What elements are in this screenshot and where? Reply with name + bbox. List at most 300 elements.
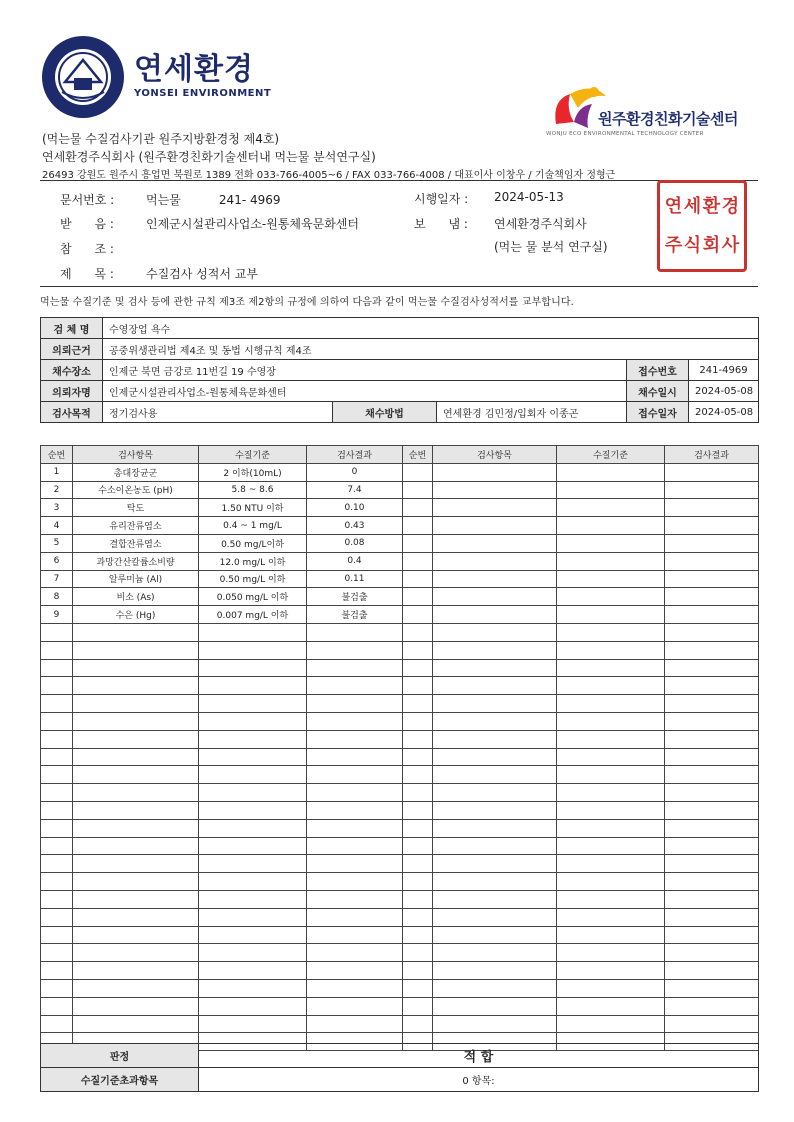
empty-cell	[433, 588, 557, 606]
center-name-english: WONJU ECO ENVIRONMENTAL TECHNOLOGY CENTER	[546, 131, 704, 137]
empty-cell	[433, 784, 557, 802]
empty-cell	[557, 926, 665, 944]
empty-cell	[307, 855, 403, 873]
cell-item: 알루미늄 (Al)	[73, 570, 199, 588]
empty-cell	[665, 801, 759, 819]
empty-cell	[73, 962, 199, 980]
empty-cell	[307, 730, 403, 748]
col-header-item-right: 검사항목	[433, 446, 557, 464]
empty-cell	[403, 997, 433, 1015]
client-name-label: 의뢰자명	[41, 381, 103, 402]
empty-cell	[433, 1015, 557, 1033]
empty-cell	[199, 997, 307, 1015]
empty-cell	[403, 962, 433, 980]
empty-cell	[307, 784, 403, 802]
sender-department: (먹는 물 분석 연구실)	[494, 240, 608, 254]
empty-cell	[199, 748, 307, 766]
table-row	[41, 623, 759, 641]
cell-result: 0.43	[307, 517, 403, 535]
doc-number-label: 문서번호 :	[60, 193, 115, 207]
table-row	[41, 801, 759, 819]
empty-cell	[73, 712, 199, 730]
sampling-method-label: 채수방법	[333, 402, 437, 423]
issue-date-label: 시행일자 :	[414, 192, 469, 206]
empty-cell	[403, 784, 433, 802]
empty-cell	[557, 837, 665, 855]
cell-standard: 5.8 ~ 8.6	[199, 481, 307, 499]
cell-result: 0	[307, 463, 403, 481]
empty-cell	[557, 695, 665, 713]
table-row	[41, 962, 759, 980]
empty-cell	[433, 641, 557, 659]
sampling-date-label: 채수일시	[627, 381, 689, 402]
empty-cell	[199, 641, 307, 659]
header-divider	[40, 180, 758, 181]
company-info: 연세환경주식회사 (원주환경친화기술센터내 먹는물 분석연구실)	[42, 150, 376, 164]
empty-cell	[665, 499, 759, 517]
empty-cell	[665, 517, 759, 535]
table-row	[41, 908, 759, 926]
empty-cell	[41, 641, 73, 659]
table-row	[41, 997, 759, 1015]
empty-cell	[73, 855, 199, 873]
empty-cell	[557, 873, 665, 891]
subject-label: 제 목 :	[60, 267, 114, 281]
stamp-char: 식	[683, 234, 702, 256]
cell-no: 9	[41, 606, 73, 624]
empty-cell	[199, 1015, 307, 1033]
empty-cell	[199, 677, 307, 695]
empty-cell	[403, 766, 433, 784]
empty-cell	[41, 659, 73, 677]
empty-cell	[665, 481, 759, 499]
judgement-table	[40, 1043, 759, 1092]
empty-cell	[665, 766, 759, 784]
empty-cell	[41, 730, 73, 748]
table-row	[41, 837, 759, 855]
empty-cell	[73, 659, 199, 677]
empty-cell	[73, 748, 199, 766]
sender-value: 연세환경주식회사	[494, 217, 587, 231]
empty-cell	[665, 677, 759, 695]
stamp-char: 주	[664, 234, 683, 256]
empty-cell	[403, 712, 433, 730]
empty-cell	[307, 873, 403, 891]
table-row	[41, 570, 759, 588]
empty-cell	[73, 623, 199, 641]
empty-cell	[73, 926, 199, 944]
empty-cell	[73, 890, 199, 908]
empty-cell	[557, 819, 665, 837]
empty-cell	[307, 712, 403, 730]
empty-cell	[557, 1015, 665, 1033]
empty-cell	[73, 641, 199, 659]
recipient-label: 받 음 :	[60, 217, 114, 231]
client-name-value: 인제군시설관리사업소-원통체육문화센터	[103, 381, 627, 402]
empty-cell	[557, 766, 665, 784]
empty-cell	[199, 944, 307, 962]
empty-cell	[41, 890, 73, 908]
cell-result: 0.11	[307, 570, 403, 588]
stamp-char: 경	[721, 195, 740, 217]
empty-cell	[557, 944, 665, 962]
empty-cell	[433, 677, 557, 695]
empty-cell	[307, 695, 403, 713]
empty-cell	[403, 641, 433, 659]
sampling-place-label: 채수장소	[41, 360, 103, 381]
empty-cell	[665, 730, 759, 748]
empty-cell	[557, 890, 665, 908]
empty-cell	[41, 819, 73, 837]
empty-cell	[403, 481, 433, 499]
cell-item: 탁도	[73, 499, 199, 517]
empty-cell	[665, 962, 759, 980]
empty-cell	[73, 819, 199, 837]
doc-number-value: 먹는물 241- 4969	[146, 193, 281, 207]
empty-cell	[41, 908, 73, 926]
empty-cell	[403, 623, 433, 641]
table-row	[41, 748, 759, 766]
empty-cell	[199, 873, 307, 891]
empty-cell	[41, 784, 73, 802]
empty-cell	[73, 695, 199, 713]
empty-cell	[41, 926, 73, 944]
empty-cell	[403, 890, 433, 908]
request-basis-value: 공중위생관리법 제4조 및 동법 시행규칙 제4조	[103, 339, 759, 360]
stamp-char: 세	[683, 195, 702, 217]
empty-cell	[307, 997, 403, 1015]
empty-cell	[41, 855, 73, 873]
cell-result: 0.4	[307, 552, 403, 570]
empty-cell	[403, 730, 433, 748]
empty-cell	[665, 712, 759, 730]
empty-cell	[433, 748, 557, 766]
empty-cell	[403, 534, 433, 552]
empty-cell	[307, 659, 403, 677]
issue-date-value: 2024-05-13	[494, 190, 564, 204]
table-row	[41, 606, 759, 624]
table-row	[41, 695, 759, 713]
table-row	[41, 712, 759, 730]
col-header-standard-right: 수질기준	[557, 446, 665, 464]
table-row	[41, 552, 759, 570]
request-basis-label: 의뢰근거	[41, 339, 103, 360]
empty-cell	[557, 677, 665, 695]
university-seal	[40, 34, 126, 120]
empty-cell	[73, 1015, 199, 1033]
stamp-char: 회	[702, 234, 721, 256]
empty-cell	[403, 606, 433, 624]
empty-cell	[403, 552, 433, 570]
empty-cell	[307, 944, 403, 962]
empty-cell	[199, 890, 307, 908]
empty-cell	[557, 641, 665, 659]
table-row	[41, 463, 759, 481]
empty-cell	[199, 855, 307, 873]
empty-cell	[403, 499, 433, 517]
empty-cell	[307, 819, 403, 837]
empty-cell	[199, 908, 307, 926]
empty-cell	[665, 463, 759, 481]
purpose-label: 검사목적	[41, 402, 103, 423]
cell-no: 6	[41, 552, 73, 570]
receipt-date-value: 2024-05-08	[689, 402, 759, 423]
empty-cell	[433, 552, 557, 570]
empty-cell	[41, 837, 73, 855]
reference-label: 참 조 :	[60, 242, 114, 256]
empty-cell	[665, 570, 759, 588]
empty-cell	[403, 463, 433, 481]
empty-cell	[403, 926, 433, 944]
empty-cell	[557, 730, 665, 748]
table-row	[41, 730, 759, 748]
exceed-items-value: 0 항목:	[199, 1068, 759, 1092]
empty-cell	[665, 552, 759, 570]
cell-no: 4	[41, 517, 73, 535]
subject-value: 수질검사 성적서 교부	[146, 267, 258, 281]
empty-cell	[307, 926, 403, 944]
empty-cell	[403, 677, 433, 695]
table-row	[41, 873, 759, 891]
empty-cell	[41, 962, 73, 980]
cell-item: 과망간산칼륨소비량	[73, 552, 199, 570]
empty-cell	[433, 463, 557, 481]
table-row	[41, 784, 759, 802]
empty-cell	[41, 623, 73, 641]
cell-standard: 1.50 NTU 이하	[199, 499, 307, 517]
empty-cell	[73, 908, 199, 926]
empty-cell	[41, 695, 73, 713]
receipt-number-value: 241-4969	[689, 360, 759, 381]
cell-standard: 12.0 mg/L 이하	[199, 552, 307, 570]
stamp-char: 환	[702, 195, 721, 217]
empty-cell	[557, 855, 665, 873]
empty-cell	[403, 837, 433, 855]
sample-name-label: 검 체 명	[41, 318, 103, 339]
empty-cell	[199, 730, 307, 748]
cell-result: 0.10	[307, 499, 403, 517]
table-row	[41, 659, 759, 677]
empty-cell	[557, 748, 665, 766]
empty-cell	[403, 748, 433, 766]
empty-cell	[73, 730, 199, 748]
empty-cell	[433, 837, 557, 855]
cell-result: 7.4	[307, 481, 403, 499]
sender-label: 보 냄 :	[414, 217, 468, 231]
empty-cell	[307, 1015, 403, 1033]
empty-cell	[403, 801, 433, 819]
empty-cell	[199, 819, 307, 837]
table-row	[41, 926, 759, 944]
cell-no: 3	[41, 499, 73, 517]
brand-name: 연세환경	[134, 52, 254, 87]
company-contact: 26493 강원도 원주시 흥업면 북원로 1389 전화 033-766-4005~6 / FAX 033-766-4008 / 대표이사 이창우 / 기술책임자 정형근	[42, 170, 616, 181]
table-row	[41, 641, 759, 659]
empty-cell	[73, 979, 199, 997]
cell-standard: 0.007 mg/L 이하	[199, 606, 307, 624]
sampling-method-value: 연세환경 김민정/입회자 이종곤	[437, 402, 627, 423]
empty-cell	[307, 677, 403, 695]
empty-cell	[557, 517, 665, 535]
cell-standard: 0.050 mg/L 이하	[199, 588, 307, 606]
empty-cell	[403, 908, 433, 926]
table-row	[41, 677, 759, 695]
empty-cell	[403, 570, 433, 588]
empty-cell	[307, 641, 403, 659]
cell-no: 8	[41, 588, 73, 606]
cell-result: 0.08	[307, 534, 403, 552]
sampling-date-value: 2024-05-08	[689, 381, 759, 402]
empty-cell	[199, 837, 307, 855]
empty-cell	[403, 819, 433, 837]
table-row	[41, 819, 759, 837]
empty-cell	[403, 944, 433, 962]
empty-cell	[199, 801, 307, 819]
empty-cell	[665, 659, 759, 677]
empty-cell	[73, 801, 199, 819]
empty-cell	[199, 784, 307, 802]
empty-cell	[433, 606, 557, 624]
empty-cell	[557, 962, 665, 980]
empty-cell	[433, 570, 557, 588]
cell-standard: 2 이하(10mL)	[199, 463, 307, 481]
table-row	[41, 588, 759, 606]
col-header-item: 검사항목	[73, 446, 199, 464]
empty-cell	[403, 517, 433, 535]
col-header-result: 검사결과	[307, 446, 403, 464]
empty-cell	[557, 997, 665, 1015]
empty-cell	[665, 784, 759, 802]
cell-no: 1	[41, 463, 73, 481]
empty-cell	[403, 659, 433, 677]
empty-cell	[41, 1015, 73, 1033]
col-header-standard: 수질기준	[199, 446, 307, 464]
cell-item: 결합잔류염소	[73, 534, 199, 552]
empty-cell	[307, 748, 403, 766]
empty-cell	[665, 606, 759, 624]
empty-cell	[307, 962, 403, 980]
empty-cell	[665, 534, 759, 552]
empty-cell	[307, 623, 403, 641]
stamp-char: 연	[664, 195, 683, 217]
judgement-value: 적 합	[199, 1044, 759, 1068]
empty-cell	[557, 534, 665, 552]
empty-cell	[403, 1015, 433, 1033]
empty-cell	[307, 837, 403, 855]
empty-cell	[41, 677, 73, 695]
table-row	[41, 499, 759, 517]
empty-cell	[665, 695, 759, 713]
empty-cell	[199, 979, 307, 997]
empty-cell	[665, 926, 759, 944]
purpose-value: 정기검사용	[103, 402, 333, 423]
table-row	[41, 979, 759, 997]
table-row	[41, 944, 759, 962]
table-row	[41, 890, 759, 908]
agency-registration: (먹는물 수질검사기관 원주지방환경청 제4호)	[42, 132, 280, 146]
empty-cell	[557, 606, 665, 624]
empty-cell	[557, 481, 665, 499]
empty-cell	[41, 979, 73, 997]
cell-standard: 0.4 ~ 1 mg/L	[199, 517, 307, 535]
empty-cell	[199, 712, 307, 730]
cell-item: 수은 (Hg)	[73, 606, 199, 624]
cell-standard: 0.50 mg/L 이하	[199, 570, 307, 588]
table-row	[41, 481, 759, 499]
empty-cell	[557, 908, 665, 926]
empty-cell	[433, 659, 557, 677]
empty-cell	[433, 481, 557, 499]
test-results-table	[40, 445, 759, 1051]
empty-cell	[73, 944, 199, 962]
empty-cell	[73, 837, 199, 855]
empty-cell	[433, 534, 557, 552]
exceed-items-label: 수질기준초과항목	[41, 1068, 199, 1092]
company-stamp	[657, 180, 747, 272]
empty-cell	[665, 837, 759, 855]
empty-cell	[665, 748, 759, 766]
empty-cell	[433, 695, 557, 713]
table-row	[41, 517, 759, 535]
empty-cell	[665, 1015, 759, 1033]
empty-cell	[433, 517, 557, 535]
empty-cell	[199, 962, 307, 980]
empty-cell	[665, 819, 759, 837]
table-row	[41, 766, 759, 784]
receipt-number-label: 접수번호	[627, 360, 689, 381]
empty-cell	[41, 766, 73, 784]
empty-cell	[73, 784, 199, 802]
empty-cell	[307, 890, 403, 908]
empty-cell	[433, 997, 557, 1015]
empty-cell	[403, 588, 433, 606]
brand-name-english: YONSEI ENVIRONMENT	[134, 88, 272, 99]
empty-cell	[199, 659, 307, 677]
empty-cell	[433, 873, 557, 891]
col-header-no: 순번	[41, 446, 73, 464]
cell-no: 5	[41, 534, 73, 552]
empty-cell	[557, 623, 665, 641]
empty-cell	[433, 908, 557, 926]
empty-cell	[199, 926, 307, 944]
empty-cell	[665, 641, 759, 659]
empty-cell	[73, 766, 199, 784]
empty-cell	[199, 695, 307, 713]
empty-cell	[557, 784, 665, 802]
empty-cell	[403, 873, 433, 891]
stamp-char: 사	[721, 234, 740, 256]
empty-cell	[433, 766, 557, 784]
empty-cell	[307, 801, 403, 819]
cell-item: 총대장균군	[73, 463, 199, 481]
empty-cell	[41, 801, 73, 819]
empty-cell	[557, 712, 665, 730]
results-body	[41, 463, 759, 1050]
cell-item: 수소이온농도 (pH)	[73, 481, 199, 499]
cell-item: 비소 (As)	[73, 588, 199, 606]
cell-no: 7	[41, 570, 73, 588]
center-name: 원주환경친화기술센터	[598, 110, 738, 128]
empty-cell	[433, 801, 557, 819]
empty-cell	[403, 979, 433, 997]
empty-cell	[199, 623, 307, 641]
empty-cell	[665, 997, 759, 1015]
empty-cell	[557, 979, 665, 997]
empty-cell	[41, 997, 73, 1015]
empty-cell	[665, 890, 759, 908]
empty-cell	[199, 766, 307, 784]
empty-cell	[433, 499, 557, 517]
